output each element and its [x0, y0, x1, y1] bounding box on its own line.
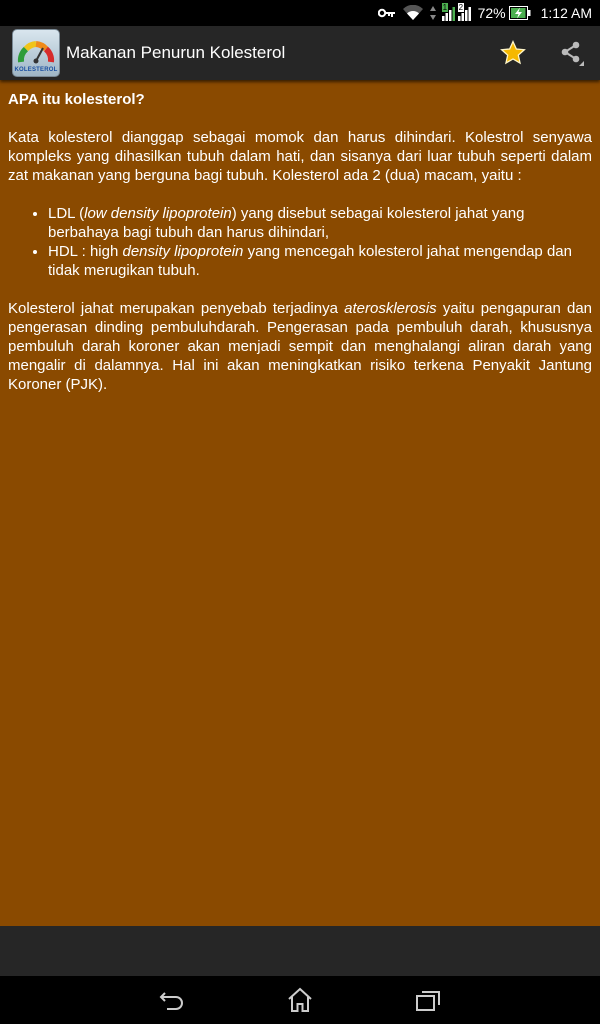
- list-item-italic: density lipoprotein: [122, 243, 244, 260]
- share-icon: [557, 39, 585, 67]
- article-content: [0, 80, 600, 926]
- sim2-label: 2: [458, 3, 464, 12]
- list-item-suffix: yang mencegah kolesterol jahat mengendap dan tidak merugikan tubuh.: [48, 243, 572, 279]
- bottom-strip: [0, 926, 600, 976]
- list-item: [48, 242, 592, 280]
- signal-sim1-icon: [442, 5, 456, 21]
- list-item-prefix: LDL (: [48, 205, 85, 222]
- app-icon-label: KOLESTEROL: [14, 67, 58, 73]
- data-arrows-icon: [430, 6, 436, 20]
- back-button[interactable]: [108, 976, 236, 1024]
- back-icon: [159, 989, 185, 1011]
- home-icon: [287, 987, 313, 1013]
- home-button[interactable]: [236, 976, 364, 1024]
- closing-italic: aterosklerosis: [344, 300, 437, 317]
- sim1-label: 1: [442, 3, 448, 12]
- share-button[interactable]: [542, 26, 600, 80]
- action-bar: [0, 26, 600, 80]
- battery-charging-icon: [509, 6, 531, 20]
- article-heading: APA itu kolesterol?: [8, 91, 145, 108]
- signal-sim2-icon: [458, 5, 472, 21]
- key-icon: [378, 7, 396, 19]
- cholesterol-type-list: [8, 204, 592, 280]
- app-icon[interactable]: [12, 29, 60, 77]
- recent-apps-button[interactable]: [364, 976, 492, 1024]
- star-icon: [500, 40, 526, 66]
- article-closing: [8, 299, 592, 394]
- list-item: [48, 204, 592, 242]
- recent-apps-icon: [415, 988, 441, 1012]
- closing-prefix: Kolesterol jahat merupakan penyebab terjadinya: [8, 300, 345, 317]
- status-bar: [0, 0, 600, 26]
- list-item-italic: low density lipoprotein: [84, 205, 232, 222]
- list-item-suffix: ) yang disebut sebagai kolesterol jahat yang berbahaya bagi tubuh dan harus dihindari,: [48, 205, 525, 241]
- closing-suffix: yaitu pengapuran dan pengerasan dinding pembuluhdarah. Pengerasan pada pembuluh darah, khususnya pembuluh darah koroner akan menjadi sempit dan menghalangi aliran darah yang mengalir di dalamnya. Hal ini akan meningkatkan risiko terkena Penyakit Jantung Koroner (PJK).: [8, 300, 593, 393]
- list-item-prefix: HDL : high: [48, 243, 123, 260]
- favorite-button[interactable]: [484, 26, 542, 80]
- clock: 1:12 AM: [540, 5, 592, 21]
- app-title: Makanan Penurun Kolesterol: [66, 43, 286, 62]
- article-intro: Kata kolesterol dianggap sebagai momok dan harus dihindari. Kolestrol senyawa kompleks yang dihasilkan tubuh dalam hati, dan sisanya dari luar tubuh seperti dalam zat makanan yang berguna bagi tubuh. Kolesterol ada 2 (dua) macam, yaitu :: [8, 129, 592, 184]
- navigation-bar: [0, 976, 600, 1024]
- battery-percent: 72%: [477, 5, 506, 21]
- wifi-icon: [402, 5, 424, 21]
